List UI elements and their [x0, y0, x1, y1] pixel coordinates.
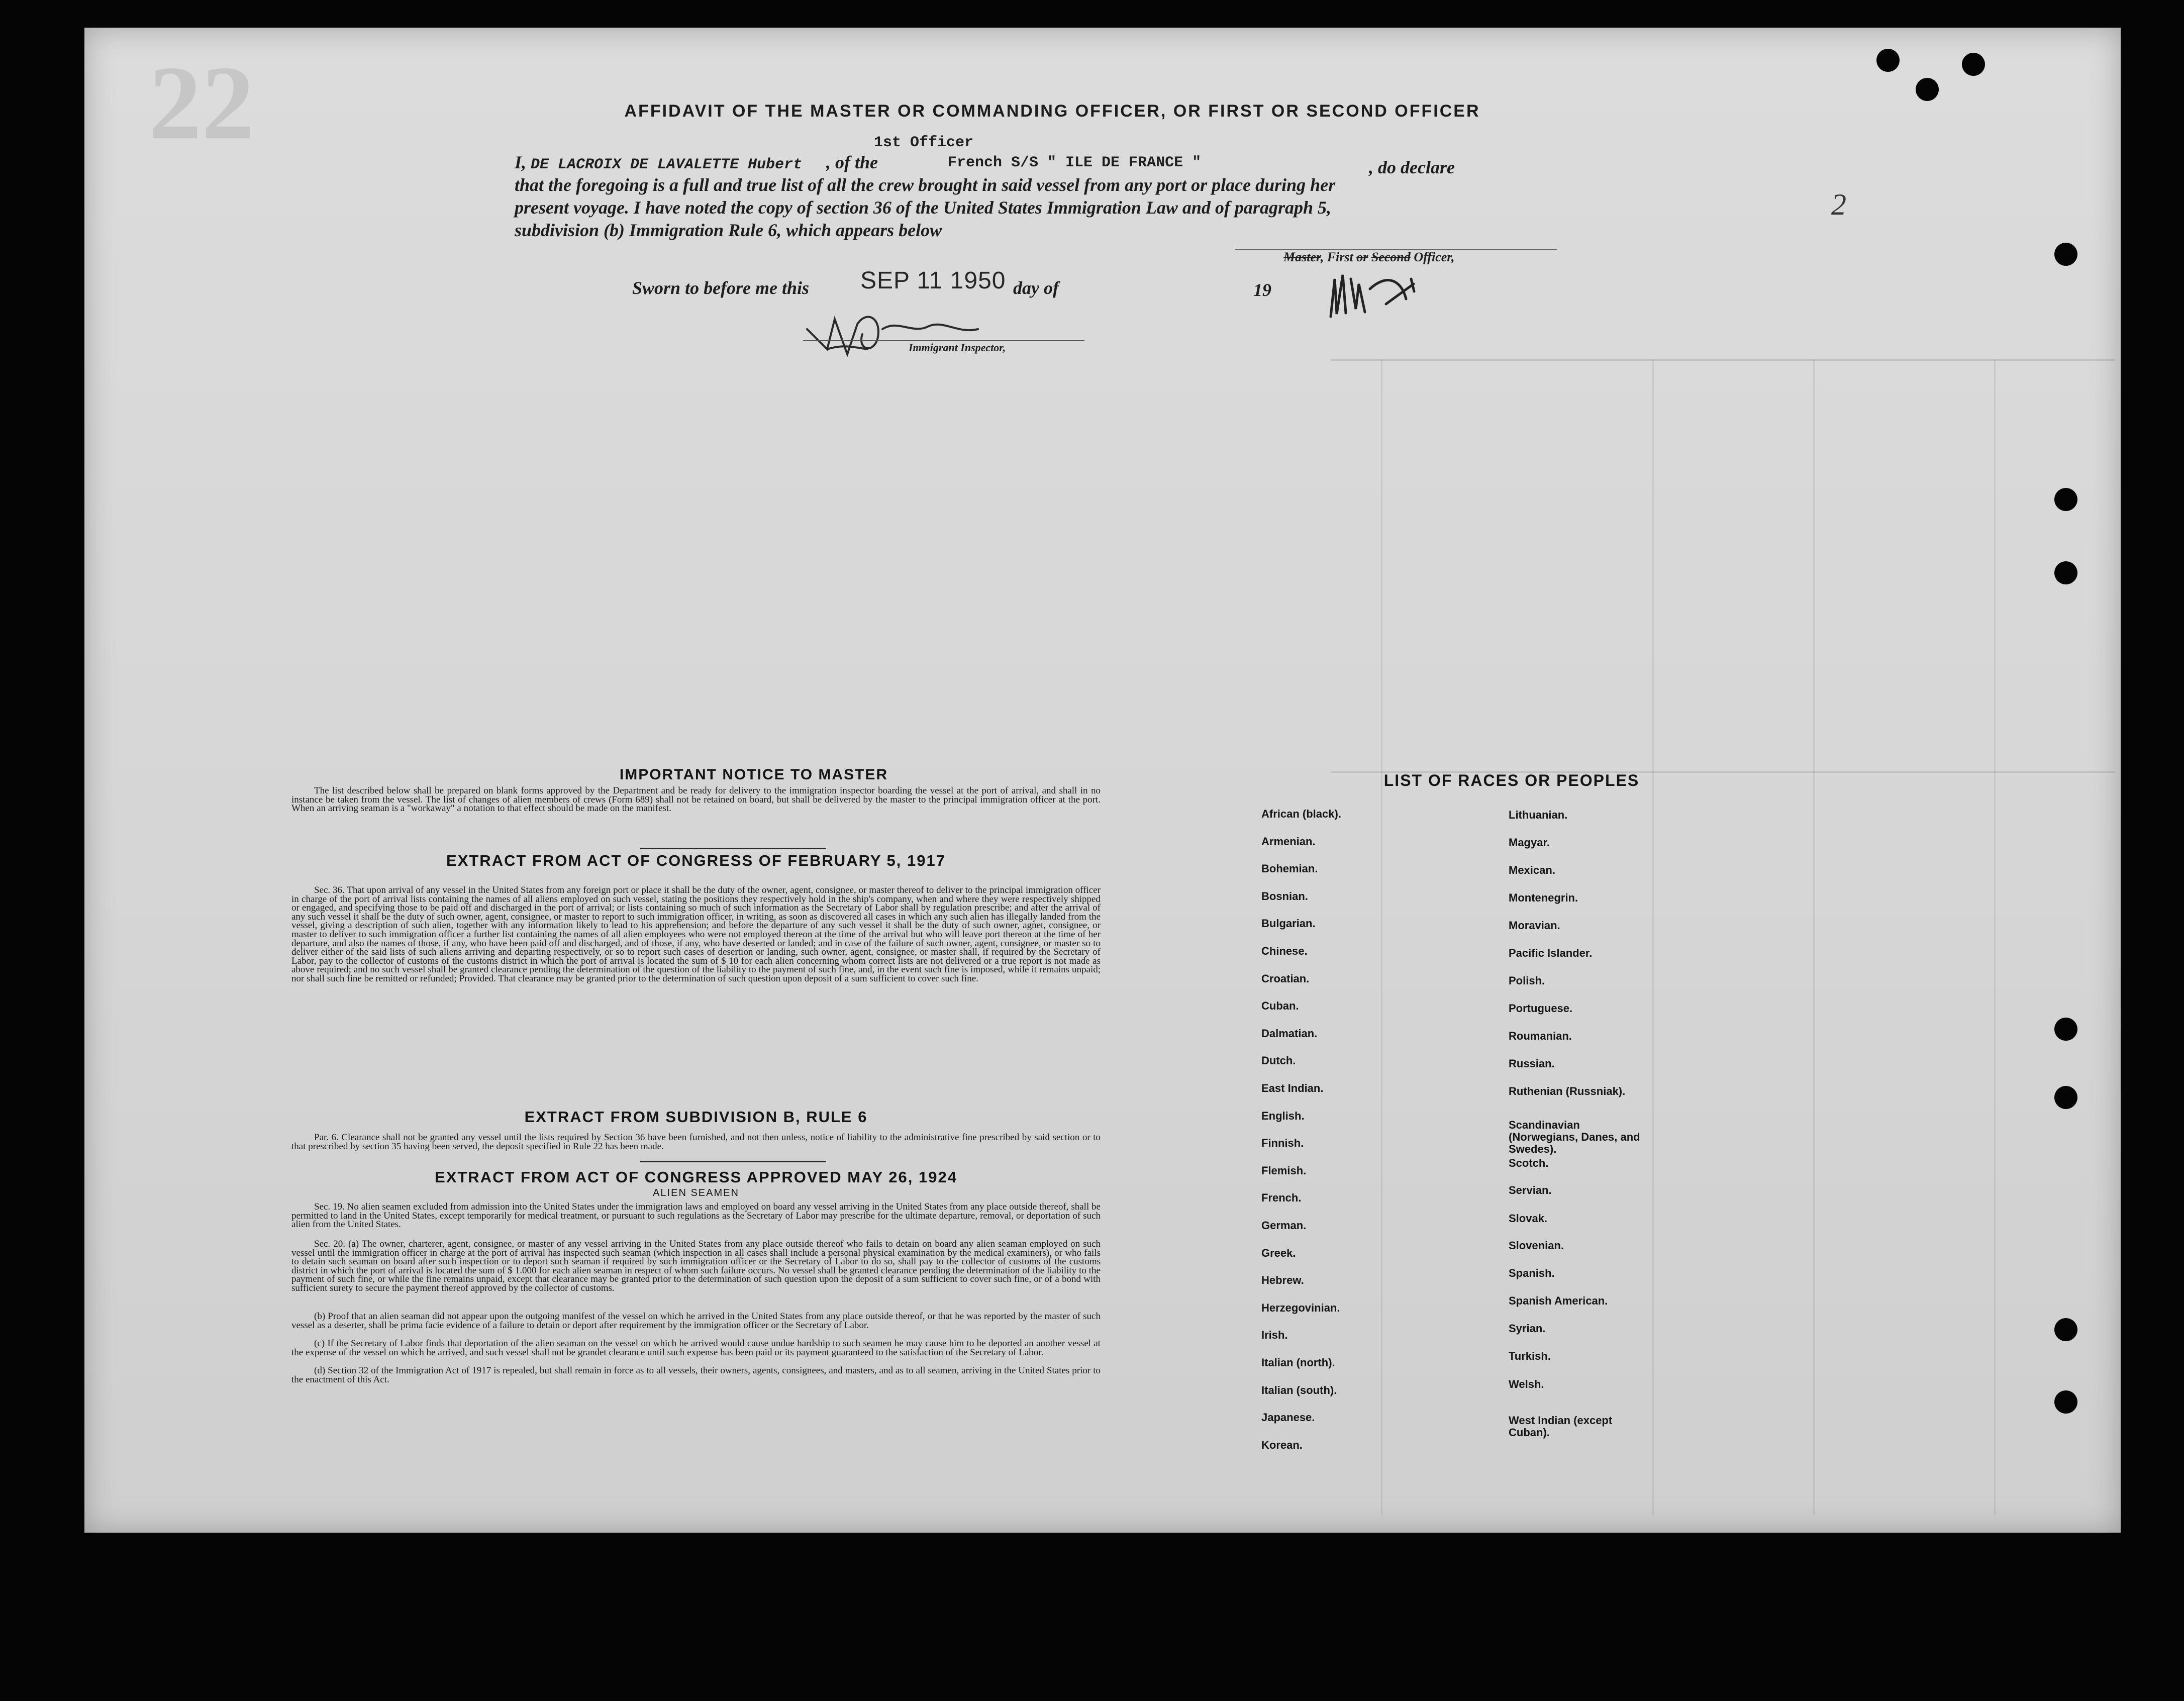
- race-left-item: East Indian.: [1261, 1082, 1324, 1094]
- punch-hole: [1916, 78, 1939, 101]
- race-right-item: Moravian.: [1509, 919, 1560, 932]
- bleed-through-page-number: 22: [149, 45, 254, 161]
- punch-hole: [2054, 243, 2077, 266]
- races-title: LIST OF RACES OR PEOPLES: [1383, 771, 1640, 789]
- officer-or: or: [1356, 250, 1368, 264]
- sworn-text: Sworn to before me this: [632, 278, 810, 298]
- punch-hole: [1876, 49, 1900, 72]
- declaration-line-3: present voyage. I have noted the copy of section 36 of the United States Immigration Law and of paragraph 5,: [515, 197, 1331, 218]
- race-left-item: Korean.: [1261, 1438, 1303, 1451]
- extract2-title: EXTRACT FROM SUBDIVISION B, RULE 6: [524, 1108, 868, 1126]
- race-left-item: Japanese.: [1261, 1411, 1315, 1424]
- extract3-subtitle: ALIEN SEAMEN: [653, 1187, 739, 1198]
- race-left-item: Italian (north).: [1261, 1356, 1335, 1369]
- race-right-item: Servian.: [1509, 1184, 1552, 1196]
- of-the-text: , of the: [826, 152, 878, 172]
- title-signature-line: [1235, 249, 1557, 250]
- race-right-item: Portuguese.: [1509, 1002, 1573, 1015]
- extract3-title: EXTRACT FROM ACT OF CONGRESS APPROVED MAY 26, 1924: [435, 1168, 957, 1186]
- punch-hole: [1962, 53, 1985, 76]
- officer-master: Master: [1283, 250, 1321, 264]
- bleed-through-rule: [1331, 359, 2115, 361]
- extract3-sec20d: (d) Section 32 of the Immigration Act of 1917 is repealed, but shall remain in force as to all vessels, their owners, agents, consignees, and masters, and as to all seamen, arriving in the United States prior to the enactment of this Act.: [291, 1365, 1101, 1385]
- race-left-item: Flemish.: [1261, 1164, 1307, 1177]
- officer-first: , First: [1320, 250, 1353, 264]
- officer-tail: Officer,: [1414, 250, 1455, 264]
- extract2-divider: [640, 1161, 826, 1162]
- race-right-item: Scotch.: [1509, 1157, 1549, 1169]
- race-right-item: Slovak.: [1509, 1212, 1548, 1225]
- do-declare-text: , do declare: [1369, 157, 1455, 177]
- extract2-text: Par. 6. Clearance shall not be granted any vessel until the lists required by Section 36 have been furnished, and not then unless, notice of liability to the administrative fine prescribed by said section or to that prescribed by section 35 having been served, the deposit specified in Rule 22 has been made.: [291, 1132, 1101, 1152]
- notice-title: IMPORTANT NOTICE TO MASTER: [619, 766, 888, 783]
- race-left-item: Croatian.: [1261, 972, 1310, 985]
- race-right-item: Slovenian.: [1509, 1239, 1564, 1252]
- race-right-item: Welsh.: [1509, 1378, 1544, 1390]
- extract1-title: EXTRACT FROM ACT OF CONGRESS OF FEBRUARY 5, 1917: [446, 852, 946, 869]
- officer-signature: [1326, 269, 1426, 324]
- extract3-sec20c: (c) If the Secretary of Labor finds that deportation of the alien seaman on the vessel on which he arrived would cause undue hardship to such seamen he may cause him to be deported an another vessel at the expense of the vessel on which he arrived, and such vessel shall not be grandet clearance until such expense has been paid or its payment guaranteed to the satisfaction of the Secretary of Labor.: [291, 1338, 1101, 1358]
- race-left-item: Armenian.: [1261, 835, 1316, 848]
- punch-hole: [2054, 1086, 2077, 1109]
- race-right-item: Turkish.: [1509, 1350, 1551, 1362]
- declarant-name: DE LACROIX DE LAVALETTE Hubert: [531, 156, 803, 173]
- year-prefix: 19: [1253, 280, 1271, 300]
- punch-hole: [2054, 561, 2077, 584]
- race-right-item: Syrian.: [1509, 1322, 1546, 1335]
- race-right-item: Ruthenian (Russniak).: [1509, 1085, 1626, 1097]
- race-right-item: Scandinavian (Norwegians, Danes, and Swedes).: [1509, 1119, 1640, 1155]
- punch-hole: [2054, 1318, 2077, 1341]
- race-left-item: African (black).: [1261, 808, 1341, 820]
- race-right-item: Magyar.: [1509, 836, 1550, 849]
- bleed-through-column-rule: [1994, 359, 1996, 1515]
- declarant-prefix: I,: [515, 152, 527, 172]
- race-right-item: West Indian (except Cuban).: [1509, 1414, 1613, 1439]
- punch-hole: [2054, 488, 2077, 511]
- race-right-item: Pacific Islander.: [1509, 947, 1593, 959]
- punch-hole: [2054, 1018, 2077, 1041]
- declaration-line-2: that the foregoing is a full and true list of all the crew brought in said vessel from any port or place during her: [515, 175, 1336, 195]
- race-right-item: Montenegrin.: [1509, 891, 1578, 904]
- margin-note: 2: [1831, 188, 1847, 221]
- bleed-through-column-rule: [1381, 359, 1382, 1515]
- race-left-item: Cuban.: [1261, 999, 1299, 1013]
- extract1-text: Sec. 36. That upon arrival of any vessel in the United States from any foreign port or place it shall be the duty of the owner, agent, consignee, or master thereof to deliver to the principal immigration officer in charge of the port of arrival lists containing the names of all aliens employed on such vessel, stating the positions they respectively hold in the ship's company, when and where they were respectively shipped or engaged, and specifying those to be paid off and discharged in the port of arrival; or lists containing so much of such information as the Secretary of Labor shall by regulation prescribe; and after the arrival of any such vessel it shall be the duty of such owner, agent, consignee, or master to report to such immigration officer, in writing, as soon as discovered all cases in which any such alien has illegally landed from the vessel, giving a description of such alien, together with any information likely to lead to his apprehension; and before the departure of any such vessel it shall be the duty of such owner, agnet, consignee, or master to deliver to such immigration officer a further list containing the names of all alien employees who were not employed thereon at the time of the arrival but who will leave port thereon at the time of her departure, and also the names of those, if any, who have been paid off and discharged, and of those, if any, who have deserted or landed; and in case of the failure of such owner, agent, consignee, or master so to deliver either of the said lists of such aliens arriving and departing respectively, or so to report such cases of desertion or landing, such owner, agent, consignee, or master shall, if required by the Secretary of Labor, pay to the collector of customs of the customs district in which the port of arrival is located the sum of $ 10 for each alien concerning whom correct lists are not delivered or a true report is not made as above required; and no such vessel shall be granted clearance pending the determination of the question of the liability to the payment of such fine, and, in the event such fine is imposed, while it remains unpaid; nor shall such fine be remitted or refunded; Provided. That clearance may be granted prior to the determination of such question upon deposit of a sum sufficient to cover such fine.: [291, 885, 1101, 984]
- inspector-label: Immigrant Inspector,: [909, 341, 1006, 354]
- race-left-item: French.: [1261, 1191, 1302, 1205]
- race-right-item: Spanish.: [1509, 1267, 1555, 1279]
- race-left-item: Greek.: [1261, 1246, 1296, 1259]
- officer-second: Second: [1371, 250, 1411, 264]
- sworn-date-stamp: SEP 11 1950: [860, 267, 1006, 294]
- affidavit-title: AFFIDAVIT OF THE MASTER OR COMMANDING OFFICER, OR FIRST OR SECOND OFFICER: [624, 102, 1480, 121]
- bleed-through-column-rule: [1813, 359, 1815, 1515]
- race-left-item: Bohemian.: [1261, 862, 1318, 875]
- race-left-item: Finnish.: [1261, 1137, 1304, 1150]
- day-of-text: day of: [1013, 278, 1059, 298]
- race-left-item: Bulgarian.: [1261, 917, 1316, 930]
- race-left-item: Dutch.: [1261, 1054, 1296, 1067]
- document-page: [84, 28, 2121, 1533]
- race-left-item: Hebrew.: [1261, 1274, 1304, 1287]
- race-left-item: Italian (south).: [1261, 1383, 1337, 1396]
- punch-hole: [2054, 1390, 2077, 1414]
- race-right-item: Mexican.: [1509, 864, 1555, 876]
- officer-rank: 1st Officer: [874, 134, 974, 151]
- extract3-sec20b: (b) Proof that an alien seaman did not appear upon the outgoing manifest of the vessel on which he arrived in the United States from any place outside thereof, or that he was reported by the master of such vessel as a deserter, shall be prima facie evidence of a failure to detain or deport after requirement by the immigration officer or the Secretary of Labor.: [291, 1311, 1101, 1331]
- race-left-item: Irish.: [1261, 1329, 1288, 1342]
- officer-title-line: [1283, 250, 1454, 265]
- race-right-item: Spanish American.: [1509, 1294, 1608, 1307]
- extract3-sec19: Sec. 19. No alien seamen excluded from admission into the United States under the immigration laws and employed on board any vessel arriving in the United States from any place outside thereof, shall be permitted to land in the United States, except temporarily for medical treatment, or pursuant to such regulations as the Secretary of Labor may prescribe for the ultimate departure, removal, or deportation of such alien from the United States.: [291, 1202, 1101, 1230]
- race-left-item: Dalmatian.: [1261, 1027, 1318, 1040]
- notice-intro: The list described below shall be prepared on blank forms approved by the Department and be ready for delivery to the immigration inspector boarding the vessel at the port of arrival, and shall in no instance be taken from the vessel. The list of changes of alien members of crews (Form 689) shall not be retained on board, but shall be delivered by the master to the principal immigration officer at the port. When an arriving seaman is a "workaway" a notation to that effect should be made on the manifest.: [291, 785, 1101, 814]
- extract3-sec20a: Sec. 20. (a) The owner, charterer, agent, consignee, or master of any vessel arriving in the United States from any place outside thereof who fails to detain on board any alien seaman employed on such vessel until the immigration officer in charge at the port of arrival has inspected such seaman (which inspection in all cases shall include a personal physical examination by the medical examiners), or who fails to detain such seaman on board after such inspection or to deport such seaman if required by such immigration officer or the Secretary of Labor to do so, shall pay to the collector of customs of the customs district in which the port of arrival is located the sum of $ 1.000 for each alien seaman in respect of whom such failure occurs. No vessel shall be granted clearance pending the determination of the liability to the payment of such fine, or while the fine remains unpaid, except that clearance may be granted prior to the determination of such question upon the deposit of a sum sufficient to cover such fine, or of a bond with sufficient surety to secure the payment thereof approved by the collector of customs.: [291, 1239, 1101, 1293]
- notice-divider: [640, 848, 826, 849]
- bleed-through-column-rule: [1652, 359, 1654, 1515]
- race-right-item: Polish.: [1509, 974, 1545, 987]
- race-left-item: Bosnian.: [1261, 889, 1308, 903]
- declaration-line-4: subdivision (b) Immigration Rule 6, which appears below: [515, 220, 942, 240]
- race-right-item: Roumanian.: [1509, 1030, 1572, 1042]
- inspector-signature: [797, 299, 998, 364]
- vessel-name: French S/S " ILE DE FRANCE ": [948, 154, 1202, 171]
- race-right-item: Russian.: [1509, 1057, 1555, 1070]
- declaration-line-1: [515, 151, 802, 176]
- race-left-item: German.: [1261, 1219, 1307, 1232]
- race-left-item: Chinese.: [1261, 945, 1308, 957]
- race-left-item: Herzegovinian.: [1261, 1301, 1340, 1314]
- race-right-item: Lithuanian.: [1509, 809, 1568, 821]
- race-left-item: English.: [1261, 1109, 1305, 1122]
